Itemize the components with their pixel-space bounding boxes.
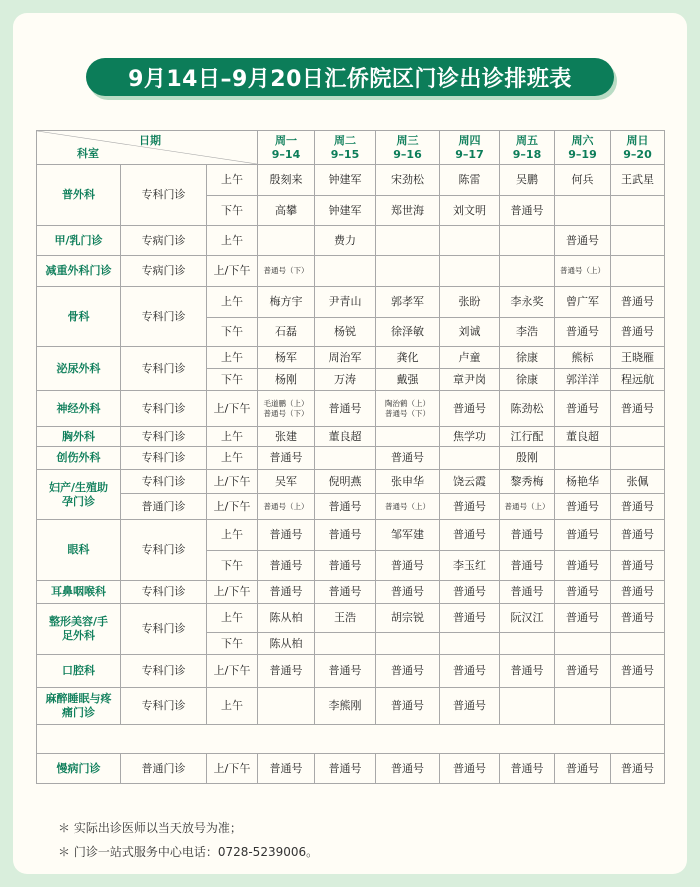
day-date: 9–20 [623, 147, 652, 161]
dept-name: 孕门诊 [62, 494, 95, 508]
doctor-cell: 尹青山 [315, 287, 376, 318]
doctor-entry: 普通号（下） [263, 408, 309, 418]
session-time: 上午 [207, 688, 258, 725]
day-date: 9–15 [330, 147, 360, 161]
doctor-cell [500, 688, 555, 725]
clinic-type: 普通门诊 [121, 754, 207, 784]
doctor-cell: 徐康 [500, 347, 555, 369]
session-time: 上/下午 [207, 494, 258, 520]
session-time: 上/下午 [207, 470, 258, 494]
doctor-cell: 普通号（上） [258, 494, 315, 520]
doctor-cell: 吴鹏 [500, 165, 555, 196]
clinic-type: 专科门诊 [121, 447, 207, 470]
doctor-cell [315, 447, 376, 470]
doctor-cell: 普通号 [440, 581, 500, 604]
dept-name: 甲/乳门诊 [54, 233, 103, 247]
doctor-cell: 石磊 [258, 318, 315, 347]
doctor-cell: 杨刚 [258, 369, 315, 391]
doctor-entry: 陶治鹤（上） [385, 399, 431, 409]
doctor-cell [376, 391, 440, 427]
doctor-cell: 焦学功 [440, 427, 500, 447]
header-day [500, 131, 555, 165]
doctor-cell [611, 226, 665, 256]
doctor-cell: 郭孝军 [376, 287, 440, 318]
doctor-cell: 普通号 [555, 391, 611, 427]
header-day [376, 131, 440, 165]
doctor-cell [555, 633, 611, 655]
table-row [37, 347, 665, 369]
session-time: 上午 [207, 447, 258, 470]
table-row [37, 391, 665, 427]
dept-cell [37, 520, 121, 581]
session-time: 上/下午 [207, 655, 258, 688]
doctor-cell: 杨艳华 [555, 470, 611, 494]
session-time: 上午 [207, 427, 258, 447]
doctor-cell: 普通号 [440, 391, 500, 427]
footnotes [58, 816, 318, 864]
doctor-cell [258, 688, 315, 725]
doctor-cell: 陈从柏 [258, 633, 315, 655]
header-day [440, 131, 500, 165]
doctor-cell: 曾广军 [555, 287, 611, 318]
day-name: 周三 [396, 133, 419, 147]
doctor-cell: 普通号（下） [258, 256, 315, 287]
doctor-cell: 普通号 [555, 520, 611, 551]
footnote: ＊ 门诊一站式服务中心电话：0728-5239006。 [58, 845, 319, 859]
doctor-cell: 普通号 [611, 655, 665, 688]
doctor-cell: 吴军 [258, 470, 315, 494]
doctor-cell: 普通号 [611, 604, 665, 633]
doctor-cell: 普通号 [611, 581, 665, 604]
doctor-cell [315, 256, 376, 287]
doctor-cell: 普通号 [611, 551, 665, 581]
dept-name: 眼科 [67, 543, 90, 557]
doctor-cell: 普通号 [315, 494, 376, 520]
doctor-cell: 倪明燕 [315, 470, 376, 494]
dept-cell [37, 688, 121, 725]
doctor-cell [611, 427, 665, 447]
session-time: 上/下午 [207, 391, 258, 427]
doctor-cell: 饶云霞 [440, 470, 500, 494]
session-time: 下午 [207, 551, 258, 581]
clinic-type: 专科门诊 [121, 165, 207, 226]
doctor-cell [555, 447, 611, 470]
doctor-cell: 普通号 [376, 447, 440, 470]
session-time: 上/下午 [207, 581, 258, 604]
day-name: 周六 [571, 133, 594, 147]
schedule-table [36, 130, 665, 784]
doctor-cell: 钟建军 [315, 165, 376, 196]
clinic-type: 专科门诊 [121, 427, 207, 447]
dept-cell [37, 256, 121, 287]
session-time: 上/下午 [207, 754, 258, 784]
table-row [37, 688, 665, 725]
doctor-cell: 宋劲松 [376, 165, 440, 196]
doctor-cell: 董良超 [555, 427, 611, 447]
dept-label: 科室 [77, 147, 99, 161]
doctor-cell: 普通号 [315, 520, 376, 551]
doctor-cell: 江行配 [500, 427, 555, 447]
dept-name: 麻醉睡眠与疼 [45, 692, 112, 706]
doctor-cell: 普通号 [555, 604, 611, 633]
doctor-cell [611, 688, 665, 725]
doctor-cell: 邹军建 [376, 520, 440, 551]
doctor-cell [440, 447, 500, 470]
doctor-cell: 阮汉江 [500, 604, 555, 633]
dept-name: 痛门诊 [62, 706, 95, 719]
blank-cell [37, 725, 665, 754]
dept-name: 普外科 [62, 188, 95, 202]
doctor-cell: 普通号（上） [500, 494, 555, 520]
doctor-cell: 普通号 [315, 391, 376, 427]
dept-cell [37, 347, 121, 391]
doctor-cell [611, 447, 665, 470]
doctor-cell: 刘文明 [440, 196, 500, 226]
dept-cell [37, 427, 121, 447]
dept-cell [37, 470, 121, 520]
dept-name: 泌尿外科 [56, 361, 101, 375]
doctor-cell: 普通号 [611, 494, 665, 520]
doctor-entry: 毛道鹏（上） [263, 399, 309, 409]
doctor-cell: 郭洋洋 [555, 369, 611, 391]
doctor-cell: 普通号 [500, 520, 555, 551]
doctor-cell: 张申华 [376, 470, 440, 494]
doctor-cell: 普通号 [376, 551, 440, 581]
doctor-cell: 普通号 [611, 287, 665, 318]
doctor-cell: 普通号 [258, 581, 315, 604]
clinic-type: 专科门诊 [121, 470, 207, 494]
dept-name: 慢病门诊 [56, 761, 101, 775]
table-row [37, 754, 665, 784]
clinic-type: 专病门诊 [121, 256, 207, 287]
day-name: 周日 [626, 133, 649, 147]
header-day [315, 131, 376, 165]
doctor-cell [555, 688, 611, 725]
header-corner [37, 131, 258, 165]
doctor-cell: 普通号 [500, 655, 555, 688]
doctor-cell: 普通号 [555, 494, 611, 520]
dept-name: 骨科 [67, 309, 90, 323]
doctor-cell: 黎秀梅 [500, 470, 555, 494]
doctor-cell: 徐康 [500, 369, 555, 391]
doctor-cell: 普通号 [440, 688, 500, 725]
doctor-cell: 李熊刚 [315, 688, 376, 725]
doctor-cell: 普通号 [611, 391, 665, 427]
clinic-type: 专科门诊 [121, 391, 207, 427]
clinic-type: 专科门诊 [121, 655, 207, 688]
table-row [37, 520, 665, 551]
doctor-cell: 普通号 [555, 581, 611, 604]
doctor-cell: 张建 [258, 427, 315, 447]
day-date: 9–19 [568, 147, 597, 161]
doctor-cell: 何兵 [555, 165, 611, 196]
doctor-cell [258, 226, 315, 256]
doctor-cell: 梅方宇 [258, 287, 315, 318]
doctor-cell: 普通号（上） [555, 256, 611, 287]
doctor-cell: 熊标 [555, 347, 611, 369]
table-row [37, 655, 665, 688]
doctor-cell: 万涛 [315, 369, 376, 391]
doctor-cell: 普通号 [555, 655, 611, 688]
doctor-cell: 郑世海 [376, 196, 440, 226]
doctor-cell: 胡宗锐 [376, 604, 440, 633]
doctor-cell: 普通号 [315, 655, 376, 688]
day-name: 周二 [334, 133, 357, 147]
session-time: 上午 [207, 347, 258, 369]
dept-name: 减重外科门诊 [45, 264, 112, 278]
session-time: 上午 [207, 604, 258, 633]
doctor-cell: 普通号 [555, 551, 611, 581]
doctor-cell: 普通号 [258, 754, 315, 784]
doctor-cell: 普通号 [376, 581, 440, 604]
clinic-type: 普通门诊 [121, 494, 207, 520]
doctor-cell: 普通号 [315, 581, 376, 604]
doctor-cell: 普通号 [315, 754, 376, 784]
doctor-cell: 李玉红 [440, 551, 500, 581]
doctor-cell: 杨锐 [315, 318, 376, 347]
session-time: 上/下午 [207, 256, 258, 287]
doctor-cell: 普通号 [555, 226, 611, 256]
doctor-cell: 普通号（上） [376, 494, 440, 520]
dept-cell [37, 226, 121, 256]
doctor-cell: 高攀 [258, 196, 315, 226]
doctor-cell: 戴强 [376, 369, 440, 391]
session-time: 上午 [207, 226, 258, 256]
table-row [37, 256, 665, 287]
doctor-cell: 陈劲松 [500, 391, 555, 427]
clinic-type: 专科门诊 [121, 347, 207, 391]
session-time: 下午 [207, 196, 258, 226]
doctor-cell [611, 196, 665, 226]
doctor-cell [440, 256, 500, 287]
doctor-cell: 普通号 [611, 318, 665, 347]
doctor-cell: 李浩 [500, 318, 555, 347]
doctor-cell: 殷刻来 [258, 165, 315, 196]
day-name: 周一 [275, 133, 298, 147]
date-label: 日期 [139, 134, 162, 147]
doctor-cell [376, 427, 440, 447]
clinic-type: 专科门诊 [121, 688, 207, 725]
doctor-cell: 王晓雁 [611, 347, 665, 369]
doctor-cell [500, 256, 555, 287]
doctor-cell: 普通号 [611, 754, 665, 784]
doctor-cell [258, 391, 315, 427]
doctor-entry: 普通号（下） [385, 408, 431, 418]
table-row [37, 581, 665, 604]
table-row [37, 165, 665, 196]
header-day [258, 131, 315, 165]
dept-name: 神经外科 [56, 401, 101, 415]
table-row [37, 287, 665, 318]
clinic-type: 专科门诊 [121, 581, 207, 604]
clinic-type: 专科门诊 [121, 520, 207, 581]
dept-cell [37, 581, 121, 604]
doctor-cell: 张佩 [611, 470, 665, 494]
doctor-cell: 普通号 [440, 604, 500, 633]
doctor-cell: 普通号 [258, 551, 315, 581]
session-time: 下午 [207, 369, 258, 391]
doctor-cell [440, 226, 500, 256]
doctor-cell [376, 633, 440, 655]
doctor-cell: 普通号 [500, 196, 555, 226]
table-row [37, 470, 665, 494]
doctor-cell: 普通号 [258, 520, 315, 551]
doctor-cell [500, 633, 555, 655]
dept-cell [37, 391, 121, 427]
doctor-cell [376, 256, 440, 287]
doctor-cell: 普通号 [611, 520, 665, 551]
doctor-cell: 费力 [315, 226, 376, 256]
clinic-type: 专科门诊 [121, 604, 207, 655]
doctor-cell: 王武星 [611, 165, 665, 196]
doctor-cell [500, 226, 555, 256]
doctor-cell: 普通号 [315, 551, 376, 581]
table-row [37, 494, 665, 520]
dept-name: 口腔科 [62, 664, 95, 678]
doctor-cell [611, 256, 665, 287]
doctor-cell: 普通号 [376, 754, 440, 784]
doctor-cell: 殷刚 [500, 447, 555, 470]
doctor-cell: 普通号 [440, 754, 500, 784]
day-name: 周五 [516, 133, 539, 147]
doctor-cell: 龚化 [376, 347, 440, 369]
doctor-cell: 章尹岗 [440, 369, 500, 391]
header-day [611, 131, 665, 165]
doctor-cell: 王浩 [315, 604, 376, 633]
dept-cell [37, 447, 121, 470]
dept-name: 妇产/生殖助 [48, 480, 109, 494]
clinic-type: 专科门诊 [121, 287, 207, 347]
doctor-cell: 普通号 [376, 655, 440, 688]
table-row [37, 604, 665, 633]
doctor-cell: 李永奖 [500, 287, 555, 318]
dept-name: 胸外科 [62, 429, 95, 443]
header-day [555, 131, 611, 165]
session-time: 下午 [207, 318, 258, 347]
table-row [37, 427, 665, 447]
session-time: 上午 [207, 520, 258, 551]
doctor-cell: 杨军 [258, 347, 315, 369]
doctor-cell: 普通号 [440, 655, 500, 688]
doctor-cell: 陈雷 [440, 165, 500, 196]
doctor-cell: 普通号 [440, 494, 500, 520]
table-row [37, 447, 665, 470]
doctor-cell: 普通号 [376, 688, 440, 725]
page-title: 9月14日–9月20日汇侨院区门诊出诊排班表 [86, 58, 614, 96]
doctor-cell [555, 196, 611, 226]
day-date: 9–16 [393, 147, 422, 161]
dept-cell [37, 604, 121, 655]
dept-cell [37, 165, 121, 226]
header-row [37, 131, 665, 165]
doctor-cell: 徐泽敏 [376, 318, 440, 347]
doctor-cell [440, 633, 500, 655]
doctor-cell: 普通号 [258, 655, 315, 688]
doctor-cell: 刘诚 [440, 318, 500, 347]
session-time: 上午 [207, 165, 258, 196]
dept-cell [37, 754, 121, 784]
doctor-cell: 卢童 [440, 347, 500, 369]
day-date: 9–18 [512, 147, 542, 161]
doctor-cell [376, 226, 440, 256]
day-date: 9–14 [271, 147, 301, 161]
doctor-cell: 程远航 [611, 369, 665, 391]
dept-cell [37, 287, 121, 347]
doctor-cell [315, 633, 376, 655]
doctor-cell: 普通号 [500, 551, 555, 581]
session-time: 下午 [207, 633, 258, 655]
footnote: ＊ 实际出诊医师以当天放号为准； [58, 821, 242, 835]
day-date: 9–17 [455, 147, 484, 161]
table-row [37, 226, 665, 256]
doctor-cell: 周治军 [315, 347, 376, 369]
doctor-cell: 普通号 [555, 318, 611, 347]
doctor-cell [611, 633, 665, 655]
blank-row [37, 725, 665, 754]
doctor-cell: 普通号 [440, 520, 500, 551]
doctor-cell: 张盼 [440, 287, 500, 318]
doctor-cell: 普通号 [258, 447, 315, 470]
day-name: 周四 [458, 133, 481, 147]
doctor-cell: 钟建军 [315, 196, 376, 226]
doctor-cell: 陈从柏 [258, 604, 315, 633]
dept-name: 整形美容/手 [48, 615, 109, 629]
dept-name: 耳鼻咽喉科 [51, 585, 106, 599]
doctor-cell: 普通号 [500, 581, 555, 604]
doctor-cell: 普通号 [500, 754, 555, 784]
dept-cell [37, 655, 121, 688]
doctor-cell: 董良超 [315, 427, 376, 447]
clinic-type: 专病门诊 [121, 226, 207, 256]
doctor-cell: 普通号 [555, 754, 611, 784]
dept-name: 足外科 [62, 629, 95, 642]
dept-name: 创伤外科 [56, 451, 101, 465]
session-time: 上午 [207, 287, 258, 318]
